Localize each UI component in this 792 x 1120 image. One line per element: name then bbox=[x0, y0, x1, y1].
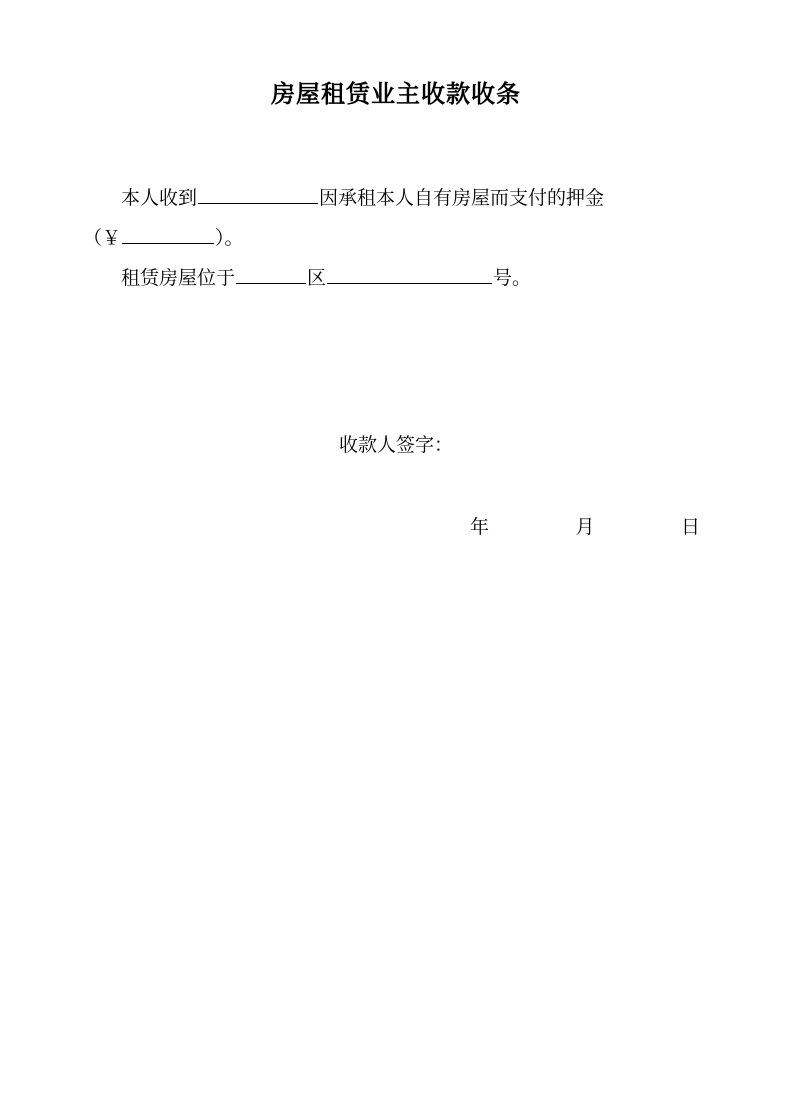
document-body bbox=[83, 178, 709, 298]
page-title: 房屋租赁业主收款收条 bbox=[271, 80, 521, 108]
deposit-text-prefix: 本人收到 bbox=[121, 187, 198, 209]
address-suffix: 号。 bbox=[493, 267, 532, 289]
amount-currency-prefix: （￥ bbox=[83, 227, 122, 249]
date-month-label: 月 bbox=[575, 516, 595, 538]
signature-label: 收款人签字： bbox=[338, 434, 453, 456]
street-address-blank[interactable] bbox=[327, 264, 492, 284]
amount-suffix: ）。 bbox=[215, 227, 244, 249]
district-blank[interactable] bbox=[236, 264, 306, 284]
date-year-label: 年 bbox=[470, 516, 490, 538]
deposit-amount-blank[interactable] bbox=[122, 224, 214, 244]
tenant-name-blank[interactable] bbox=[198, 184, 318, 204]
paragraph-deposit bbox=[83, 178, 709, 258]
date-line bbox=[470, 512, 700, 539]
date-day-label: 日 bbox=[680, 516, 700, 538]
district-label: 区 bbox=[307, 267, 327, 289]
address-text-prefix: 租赁房屋位于 bbox=[121, 267, 236, 289]
paragraph-address bbox=[83, 258, 709, 298]
deposit-text-middle: 因承租本人自有房屋而支付的押金 bbox=[319, 187, 605, 209]
